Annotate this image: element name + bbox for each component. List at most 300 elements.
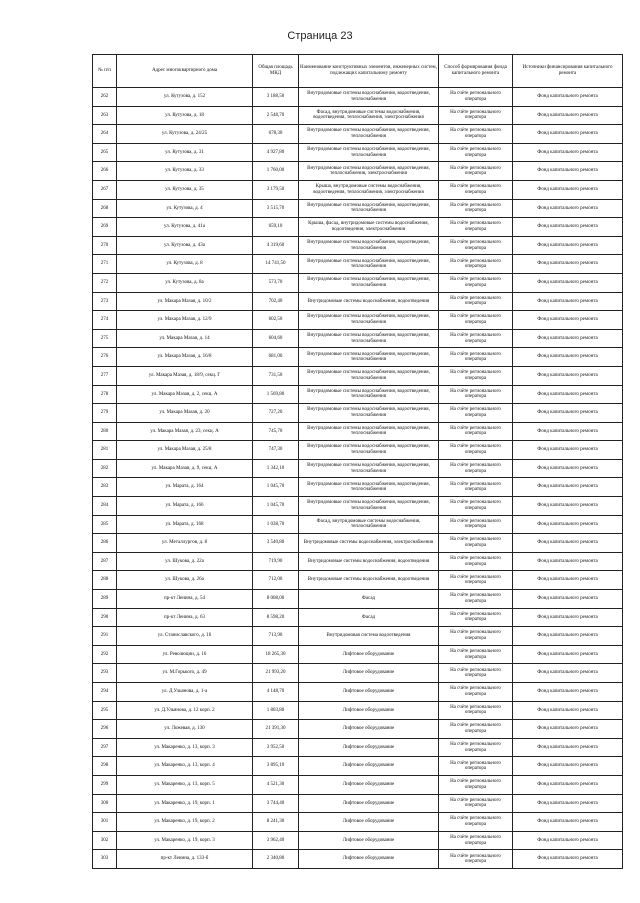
table-row xyxy=(93,720,623,739)
table-header-row xyxy=(93,55,623,88)
row-source: Фонд капитального ремонта xyxy=(513,162,623,181)
row-address: ул. Д.Ульянова, д. 1-а xyxy=(117,683,253,702)
row-area: 1 760,00 xyxy=(253,162,299,181)
row-number: 288 xyxy=(93,571,117,590)
row-works: Внутридомовые системы водоснабжения, водоотведения, теплоснабжения xyxy=(299,366,439,385)
table-row xyxy=(93,813,623,832)
row-works: Лифтовое оборудование xyxy=(299,645,439,664)
table-row xyxy=(93,497,623,516)
row-number: 299 xyxy=(93,775,117,794)
row-method: На счёте регионального оператора xyxy=(439,385,513,404)
row-area: 712,00 xyxy=(253,571,299,590)
row-method: На счёте регионального оператора xyxy=(439,497,513,516)
row-number: 295 xyxy=(93,701,117,720)
row-area: 3 744,40 xyxy=(253,794,299,813)
row-method: На счёте регионального оператора xyxy=(439,590,513,609)
row-source: Фонд капитального ремонта xyxy=(513,199,623,218)
header-method: Способ формирования фонда капитального ремонта xyxy=(439,55,513,88)
row-number: 298 xyxy=(93,757,117,776)
row-source: Фонд капитального ремонта xyxy=(513,664,623,683)
table-row xyxy=(93,88,623,107)
row-area: 21 993,20 xyxy=(253,664,299,683)
row-address: ул. Кутузова, д. 8 xyxy=(117,255,253,274)
row-number: 300 xyxy=(93,794,117,813)
row-works: Крыша, фасад, внутридомовые системы водоснабжения, водоотведения, электроснабжения xyxy=(299,218,439,237)
row-source: Фонд капитального ремонта xyxy=(513,255,623,274)
row-works: Внутридомовые системы водоснабжения, водоотведения, теплоснабжения xyxy=(299,143,439,162)
table-row xyxy=(93,552,623,571)
table-row xyxy=(93,199,623,218)
row-source: Фонд капитального ремонта xyxy=(513,534,623,553)
row-area: 3 179,50 xyxy=(253,180,299,199)
row-area: 8 241,30 xyxy=(253,813,299,832)
row-works: Лифтовое оборудование xyxy=(299,683,439,702)
row-address: ул. Металлургов, д. 8 xyxy=(117,534,253,553)
row-address: пр-кт Ленина, д. 133-б xyxy=(117,850,253,869)
page-title: Страница 23 xyxy=(287,30,353,42)
row-area: 1 342,10 xyxy=(253,459,299,478)
table-row xyxy=(93,590,623,609)
row-method: На счёте регионального оператора xyxy=(439,218,513,237)
row-address: ул. Марата, д. 168 xyxy=(117,515,253,534)
row-source: Фонд капитального ремонта xyxy=(513,218,623,237)
row-works: Внутридомовые системы водоснабжения, водоотведения xyxy=(299,552,439,571)
row-area: 1 569,80 xyxy=(253,385,299,404)
table-row xyxy=(93,143,623,162)
row-address: ул. Макара Мазая, д. 2, секц. А xyxy=(117,385,253,404)
row-area: 1 038,70 xyxy=(253,515,299,534)
table-row xyxy=(93,273,623,292)
row-address: ул. Макаренко, д. 13, корп. 5 xyxy=(117,775,253,794)
row-works: Лифтовое оборудование xyxy=(299,831,439,850)
row-address: ул. Кутузова, д. 18 xyxy=(117,106,253,125)
row-method: На счёте регионального оператора xyxy=(439,515,513,534)
row-address: ул. Кутузова, д. 4 xyxy=(117,199,253,218)
table-row xyxy=(93,478,623,497)
row-source: Фонд капитального ремонта xyxy=(513,590,623,609)
row-area: 3 962,40 xyxy=(253,831,299,850)
table-body xyxy=(93,88,623,869)
row-method: На счёте регионального оператора xyxy=(439,571,513,590)
row-area: 3 540,80 xyxy=(253,534,299,553)
row-number: 271 xyxy=(93,255,117,274)
table-row xyxy=(93,385,623,404)
row-source: Фонд капитального ремонта xyxy=(513,292,623,311)
row-address: ул. Макара Мазая, д. 20 xyxy=(117,404,253,423)
row-works: Внутридомовые системы водоснабжения, водоотведения, теплоснабжения xyxy=(299,255,439,274)
table-row xyxy=(93,348,623,367)
row-works: Лифтовое оборудование xyxy=(299,850,439,869)
row-method: На счёте регионального оператора xyxy=(439,88,513,107)
row-address: пр-кт Ленина, д. 63 xyxy=(117,608,253,627)
row-works: Внутридомовые системы водоснабжения, водоотведения, теплоснабжения xyxy=(299,199,439,218)
row-address: ул. Марата, д. 166 xyxy=(117,497,253,516)
row-address: ул. Кутузова, д. 35 xyxy=(117,180,253,199)
row-source: Фонд капитального ремонта xyxy=(513,794,623,813)
table-row xyxy=(93,627,623,646)
row-area: 1 045,70 xyxy=(253,497,299,516)
row-method: На счёте регионального оператора xyxy=(439,664,513,683)
row-number: 291 xyxy=(93,627,117,646)
row-source: Фонд капитального ремонта xyxy=(513,366,623,385)
row-number: 262 xyxy=(93,88,117,107)
table-row xyxy=(93,515,623,534)
header-address: Адрес многоквартирного дома xyxy=(117,55,253,88)
row-address: пр-кт Ленина, д. 54 xyxy=(117,590,253,609)
row-works: Внутридомовые системы водоснабжения, водоотведения xyxy=(299,571,439,590)
row-works: Внутридомовые системы водоснабжения, водоотведения, теплоснабжения xyxy=(299,125,439,144)
table-row xyxy=(93,106,623,125)
header-number: № п/п xyxy=(93,55,117,88)
row-address: ул. Революции, д. 16 xyxy=(117,645,253,664)
repair-register-table xyxy=(92,54,623,869)
table-row xyxy=(93,683,623,702)
row-source: Фонд капитального ремонта xyxy=(513,850,623,869)
row-method: На счёте регионального оператора xyxy=(439,608,513,627)
row-works: Лифтовое оборудование xyxy=(299,757,439,776)
row-method: На счёте регионального оператора xyxy=(439,199,513,218)
row-address: ул. Макара Мазая, д. 10/2 xyxy=(117,292,253,311)
row-works: Внутридомовые системы водоснабжения, водоотведения, теплоснабжения xyxy=(299,404,439,423)
row-method: На счёте регионального оператора xyxy=(439,775,513,794)
row-area: 702,40 xyxy=(253,292,299,311)
row-area: 2 548,70 xyxy=(253,106,299,125)
row-works: Фасад, внутридомовые системы водоснабжения, водоотведения, теплоснабжения, электроснабжения xyxy=(299,106,439,125)
row-area: 3 895,10 xyxy=(253,757,299,776)
row-area: 713,90 xyxy=(253,627,299,646)
row-address: ул. Кутузова, д. 152 xyxy=(117,88,253,107)
row-method: На счёте регионального оператора xyxy=(439,552,513,571)
row-works: Внутридомовые системы водоснабжения, водоотведения, теплоснабжения xyxy=(299,459,439,478)
row-address: ул. Кутузова, д. 33 xyxy=(117,162,253,181)
row-area: 727,20 xyxy=(253,404,299,423)
row-method: На счёте регионального оператора xyxy=(439,180,513,199)
table-row xyxy=(93,422,623,441)
row-works: Лифтовое оборудование xyxy=(299,813,439,832)
row-method: На счёте регионального оператора xyxy=(439,366,513,385)
row-source: Фонд капитального ремонта xyxy=(513,608,623,627)
row-method: На счёте регионального оператора xyxy=(439,329,513,348)
row-area: 604,60 xyxy=(253,329,299,348)
row-area: 681,00 xyxy=(253,348,299,367)
row-area: 731,50 xyxy=(253,366,299,385)
row-address: ул. Макаренко, д. 13, корп. 3 xyxy=(117,738,253,757)
table-row xyxy=(93,738,623,757)
row-method: На счёте регионального оператора xyxy=(439,292,513,311)
row-source: Фонд капитального ремонта xyxy=(513,813,623,832)
row-number: 275 xyxy=(93,329,117,348)
table-row xyxy=(93,757,623,776)
row-number: 274 xyxy=(93,311,117,330)
row-method: На счёте регионального оператора xyxy=(439,162,513,181)
row-method: На счёте регионального оператора xyxy=(439,348,513,367)
row-works: Лифтовое оборудование xyxy=(299,701,439,720)
table-row xyxy=(93,645,623,664)
row-method: На счёте регионального оператора xyxy=(439,720,513,739)
table-row xyxy=(93,701,623,720)
row-number: 269 xyxy=(93,218,117,237)
row-area: 1 045,70 xyxy=(253,478,299,497)
row-method: На счёте регионального оператора xyxy=(439,534,513,553)
header-source: Источники финансирования капитального ремонта xyxy=(513,55,623,88)
row-method: На счёте регионального оператора xyxy=(439,738,513,757)
row-area: 719,90 xyxy=(253,552,299,571)
row-area: 678,30 xyxy=(253,125,299,144)
row-number: 302 xyxy=(93,831,117,850)
row-method: На счёте регионального оператора xyxy=(439,236,513,255)
row-source: Фонд капитального ремонта xyxy=(513,329,623,348)
row-number: 282 xyxy=(93,459,117,478)
row-source: Фонд капитального ремонта xyxy=(513,385,623,404)
table-row xyxy=(93,404,623,423)
row-address: ул. Марата, д. 164 xyxy=(117,478,253,497)
row-method: На счёте регионального оператора xyxy=(439,441,513,460)
row-address: ул. Макаренко, д. 19, корп. 1 xyxy=(117,794,253,813)
row-source: Фонд капитального ремонта xyxy=(513,627,623,646)
header-area: Общая площадь МКД xyxy=(253,55,299,88)
row-method: На счёте регионального оператора xyxy=(439,627,513,646)
row-source: Фонд капитального ремонта xyxy=(513,143,623,162)
row-address: ул. Макара Мазая, д. 18/9, секц. Г xyxy=(117,366,253,385)
row-source: Фонд капитального ремонта xyxy=(513,775,623,794)
row-address: ул. Макара Мазая, д. 25/8 xyxy=(117,441,253,460)
row-number: 280 xyxy=(93,422,117,441)
row-method: На счёте регионального оператора xyxy=(439,850,513,869)
row-number: 279 xyxy=(93,404,117,423)
row-address: ул. Кутузова, д. 8а xyxy=(117,273,253,292)
row-works: Внутридомовые системы водоснабжения, водоотведения, теплоснабжения xyxy=(299,311,439,330)
row-method: На счёте регионального оператора xyxy=(439,143,513,162)
row-area: 602,50 xyxy=(253,311,299,330)
row-area: 8 008,00 xyxy=(253,590,299,609)
row-works: Внутридомовые системы водоснабжения, электроснабжения xyxy=(299,534,439,553)
row-address: ул. Ложевая, д. 130 xyxy=(117,720,253,739)
row-works: Внутридомовые системы водоснабжения, водоотведения, теплоснабжения xyxy=(299,385,439,404)
row-number: 287 xyxy=(93,552,117,571)
row-address: ул. Макаренко, д. 19, корп. 2 xyxy=(117,813,253,832)
table-row xyxy=(93,125,623,144)
table-row xyxy=(93,218,623,237)
row-address: ул. Макара Мазая, д. 9, секц. А xyxy=(117,459,253,478)
row-method: На счёте регионального оператора xyxy=(439,125,513,144)
row-works: Фасад xyxy=(299,590,439,609)
row-number: 285 xyxy=(93,515,117,534)
table-row xyxy=(93,236,623,255)
row-works: Внутридомовые системы водоснабжения, водоотведения, теплоснабжения xyxy=(299,497,439,516)
table-row xyxy=(93,775,623,794)
row-number: 276 xyxy=(93,348,117,367)
table-row xyxy=(93,441,623,460)
row-works: Лифтовое оборудование xyxy=(299,720,439,739)
row-area: 2 340,80 xyxy=(253,850,299,869)
row-source: Фонд капитального ремонта xyxy=(513,404,623,423)
table-row xyxy=(93,850,623,869)
row-source: Фонд капитального ремонта xyxy=(513,515,623,534)
row-source: Фонд капитального ремонта xyxy=(513,552,623,571)
row-method: На счёте регионального оператора xyxy=(439,757,513,776)
row-area: 4 319,60 xyxy=(253,236,299,255)
table-row xyxy=(93,180,623,199)
row-number: 293 xyxy=(93,664,117,683)
row-source: Фонд капитального ремонта xyxy=(513,497,623,516)
row-area: 3 952,50 xyxy=(253,738,299,757)
row-source: Фонд капитального ремонта xyxy=(513,459,623,478)
row-method: На счёте регионального оператора xyxy=(439,645,513,664)
row-number: 284 xyxy=(93,497,117,516)
row-method: На счёте регионального оператора xyxy=(439,478,513,497)
row-source: Фонд капитального ремонта xyxy=(513,701,623,720)
row-number: 265 xyxy=(93,143,117,162)
row-number: 270 xyxy=(93,236,117,255)
row-address: ул. М.Горького, д. 49 xyxy=(117,664,253,683)
table-row xyxy=(93,162,623,181)
row-address: ул. Макаренко, д. 13, корп. 4 xyxy=(117,757,253,776)
table-row xyxy=(93,664,623,683)
row-number: 264 xyxy=(93,125,117,144)
row-works: Внутридомовые системы водоснабжения, водоотведения, теплоснабжения xyxy=(299,478,439,497)
row-source: Фонд капитального ремонта xyxy=(513,720,623,739)
row-source: Фонд капитального ремонта xyxy=(513,831,623,850)
row-address: ул. Кутузова, д. 41а xyxy=(117,218,253,237)
row-works: Внутридомовые системы водоснабжения, водоотведения, теплоснабжения, электроснабжения xyxy=(299,162,439,181)
row-address: ул. Кутузова, д. 24/25 xyxy=(117,125,253,144)
row-address: ул. Макара Мазая, д. 12/9 xyxy=(117,311,253,330)
row-address: ул. Кутузова, д. 31 xyxy=(117,143,253,162)
row-address: ул. Шукова, д. 22а xyxy=(117,552,253,571)
row-area: 3 188,50 xyxy=(253,88,299,107)
row-number: 286 xyxy=(93,534,117,553)
row-method: На счёте регионального оператора xyxy=(439,106,513,125)
row-area: 4 148,70 xyxy=(253,683,299,702)
row-works: Внутридомовые системы водоснабжения, водоотведения, теплоснабжения xyxy=(299,88,439,107)
row-area: 4 927,80 xyxy=(253,143,299,162)
row-method: На счёте регионального оператора xyxy=(439,422,513,441)
row-method: На счёте регионального оператора xyxy=(439,255,513,274)
table-row xyxy=(93,794,623,813)
row-source: Фонд капитального ремонта xyxy=(513,236,623,255)
row-works: Лифтовое оборудование xyxy=(299,664,439,683)
row-number: 272 xyxy=(93,273,117,292)
header-works: Наименование конструктивных элементов, инженерных систем, подлежащих капитальному ремонту xyxy=(299,55,439,88)
row-area: 1 803,80 xyxy=(253,701,299,720)
table-row xyxy=(93,571,623,590)
row-area: 3 515,70 xyxy=(253,199,299,218)
row-source: Фонд капитального ремонта xyxy=(513,441,623,460)
row-area: 8 598,20 xyxy=(253,608,299,627)
row-works: Лифтовое оборудование xyxy=(299,794,439,813)
row-number: 273 xyxy=(93,292,117,311)
table-row xyxy=(93,534,623,553)
row-number: 278 xyxy=(93,385,117,404)
row-works: Внутридомовые системы водоснабжения, водоотведения, теплоснабжения xyxy=(299,422,439,441)
row-area: 659,10 xyxy=(253,218,299,237)
row-method: На счёте регионального оператора xyxy=(439,831,513,850)
row-source: Фонд капитального ремонта xyxy=(513,478,623,497)
row-source: Фонд капитального ремонта xyxy=(513,348,623,367)
row-source: Фонд капитального ремонта xyxy=(513,273,623,292)
row-address: ул. Кутузова, д. 43а xyxy=(117,236,253,255)
row-works: Фасад xyxy=(299,608,439,627)
row-source: Фонд капитального ремонта xyxy=(513,645,623,664)
row-number: 297 xyxy=(93,738,117,757)
row-method: На счёте регионального оператора xyxy=(439,273,513,292)
row-area: 747,30 xyxy=(253,441,299,460)
row-source: Фонд капитального ремонта xyxy=(513,422,623,441)
table-row xyxy=(93,366,623,385)
row-works: Фасад, внутридомовые системы водоснабжения, теплоснабжения xyxy=(299,515,439,534)
table-row xyxy=(93,608,623,627)
row-method: На счёте регионального оператора xyxy=(439,683,513,702)
row-address: ул. Шукова, д. 26а xyxy=(117,571,253,590)
table-row xyxy=(93,459,623,478)
row-number: 266 xyxy=(93,162,117,181)
row-works: Внутридомовые системы водоснабжения, водоотведения, теплоснабжения xyxy=(299,348,439,367)
table-row xyxy=(93,329,623,348)
row-works: Лифтовое оборудование xyxy=(299,775,439,794)
row-source: Фонд капитального ремонта xyxy=(513,757,623,776)
row-source: Фонд капитального ремонта xyxy=(513,683,623,702)
row-works: Внутридомовые системы водоснабжения, водоотведения, теплоснабжения xyxy=(299,236,439,255)
row-source: Фонд капитального ремонта xyxy=(513,180,623,199)
row-works: Внутридомовая система водоотведения xyxy=(299,627,439,646)
row-source: Фонд капитального ремонта xyxy=(513,88,623,107)
row-number: 281 xyxy=(93,441,117,460)
row-number: 267 xyxy=(93,180,117,199)
row-works: Внутридомовые системы водоснабжения, водоотведения, теплоснабжения xyxy=(299,441,439,460)
row-address: ул. Макара Мазая, д. 14 xyxy=(117,329,253,348)
row-works: Лифтовое оборудование xyxy=(299,738,439,757)
row-address: ул. Макара Мазая, д. 23, секц. А xyxy=(117,422,253,441)
row-method: На счёте регионального оператора xyxy=(439,459,513,478)
row-area: 745,70 xyxy=(253,422,299,441)
row-number: 303 xyxy=(93,850,117,869)
row-area: 14 741,50 xyxy=(253,255,299,274)
row-works: Внутридомовые системы водоснабжения, водоотведения xyxy=(299,292,439,311)
row-number: 290 xyxy=(93,608,117,627)
table-row xyxy=(93,311,623,330)
row-works: Внутридомовые системы водоснабжения, водоотведения, теплоснабжения xyxy=(299,329,439,348)
row-method: На счёте регионального оператора xyxy=(439,701,513,720)
row-method: На счёте регионального оператора xyxy=(439,311,513,330)
row-area: 21 391,30 xyxy=(253,720,299,739)
row-source: Фонд капитального ремонта xyxy=(513,125,623,144)
row-method: На счёте регионального оператора xyxy=(439,794,513,813)
row-source: Фонд капитального ремонта xyxy=(513,311,623,330)
row-works: Крыша, внутридомовые системы водоснабжения, водоотведения, теплоснабжения, электроснабжения xyxy=(299,180,439,199)
row-area: 4 521,30 xyxy=(253,775,299,794)
row-address: ул. Станиславского, д. 16 xyxy=(117,627,253,646)
row-method: На счёте регионального оператора xyxy=(439,404,513,423)
row-area: 18 265,30 xyxy=(253,645,299,664)
row-number: 283 xyxy=(93,478,117,497)
row-number: 289 xyxy=(93,590,117,609)
table-row xyxy=(93,292,623,311)
table-row xyxy=(93,255,623,274)
row-number: 292 xyxy=(93,645,117,664)
row-number: 277 xyxy=(93,366,117,385)
table-row xyxy=(93,831,623,850)
row-number: 263 xyxy=(93,106,117,125)
row-source: Фонд капитального ремонта xyxy=(513,738,623,757)
row-area: 573,70 xyxy=(253,273,299,292)
row-source: Фонд капитального ремонта xyxy=(513,106,623,125)
row-method: На счёте регионального оператора xyxy=(439,813,513,832)
row-number: 301 xyxy=(93,813,117,832)
row-number: 268 xyxy=(93,199,117,218)
row-address: ул. Макара Мазая, д. 16/8 xyxy=(117,348,253,367)
row-address: ул. Макаренко, д. 19, корп. 3 xyxy=(117,831,253,850)
row-works: Внутридомовые системы водоснабжения, водоотведения, теплоснабжения xyxy=(299,273,439,292)
